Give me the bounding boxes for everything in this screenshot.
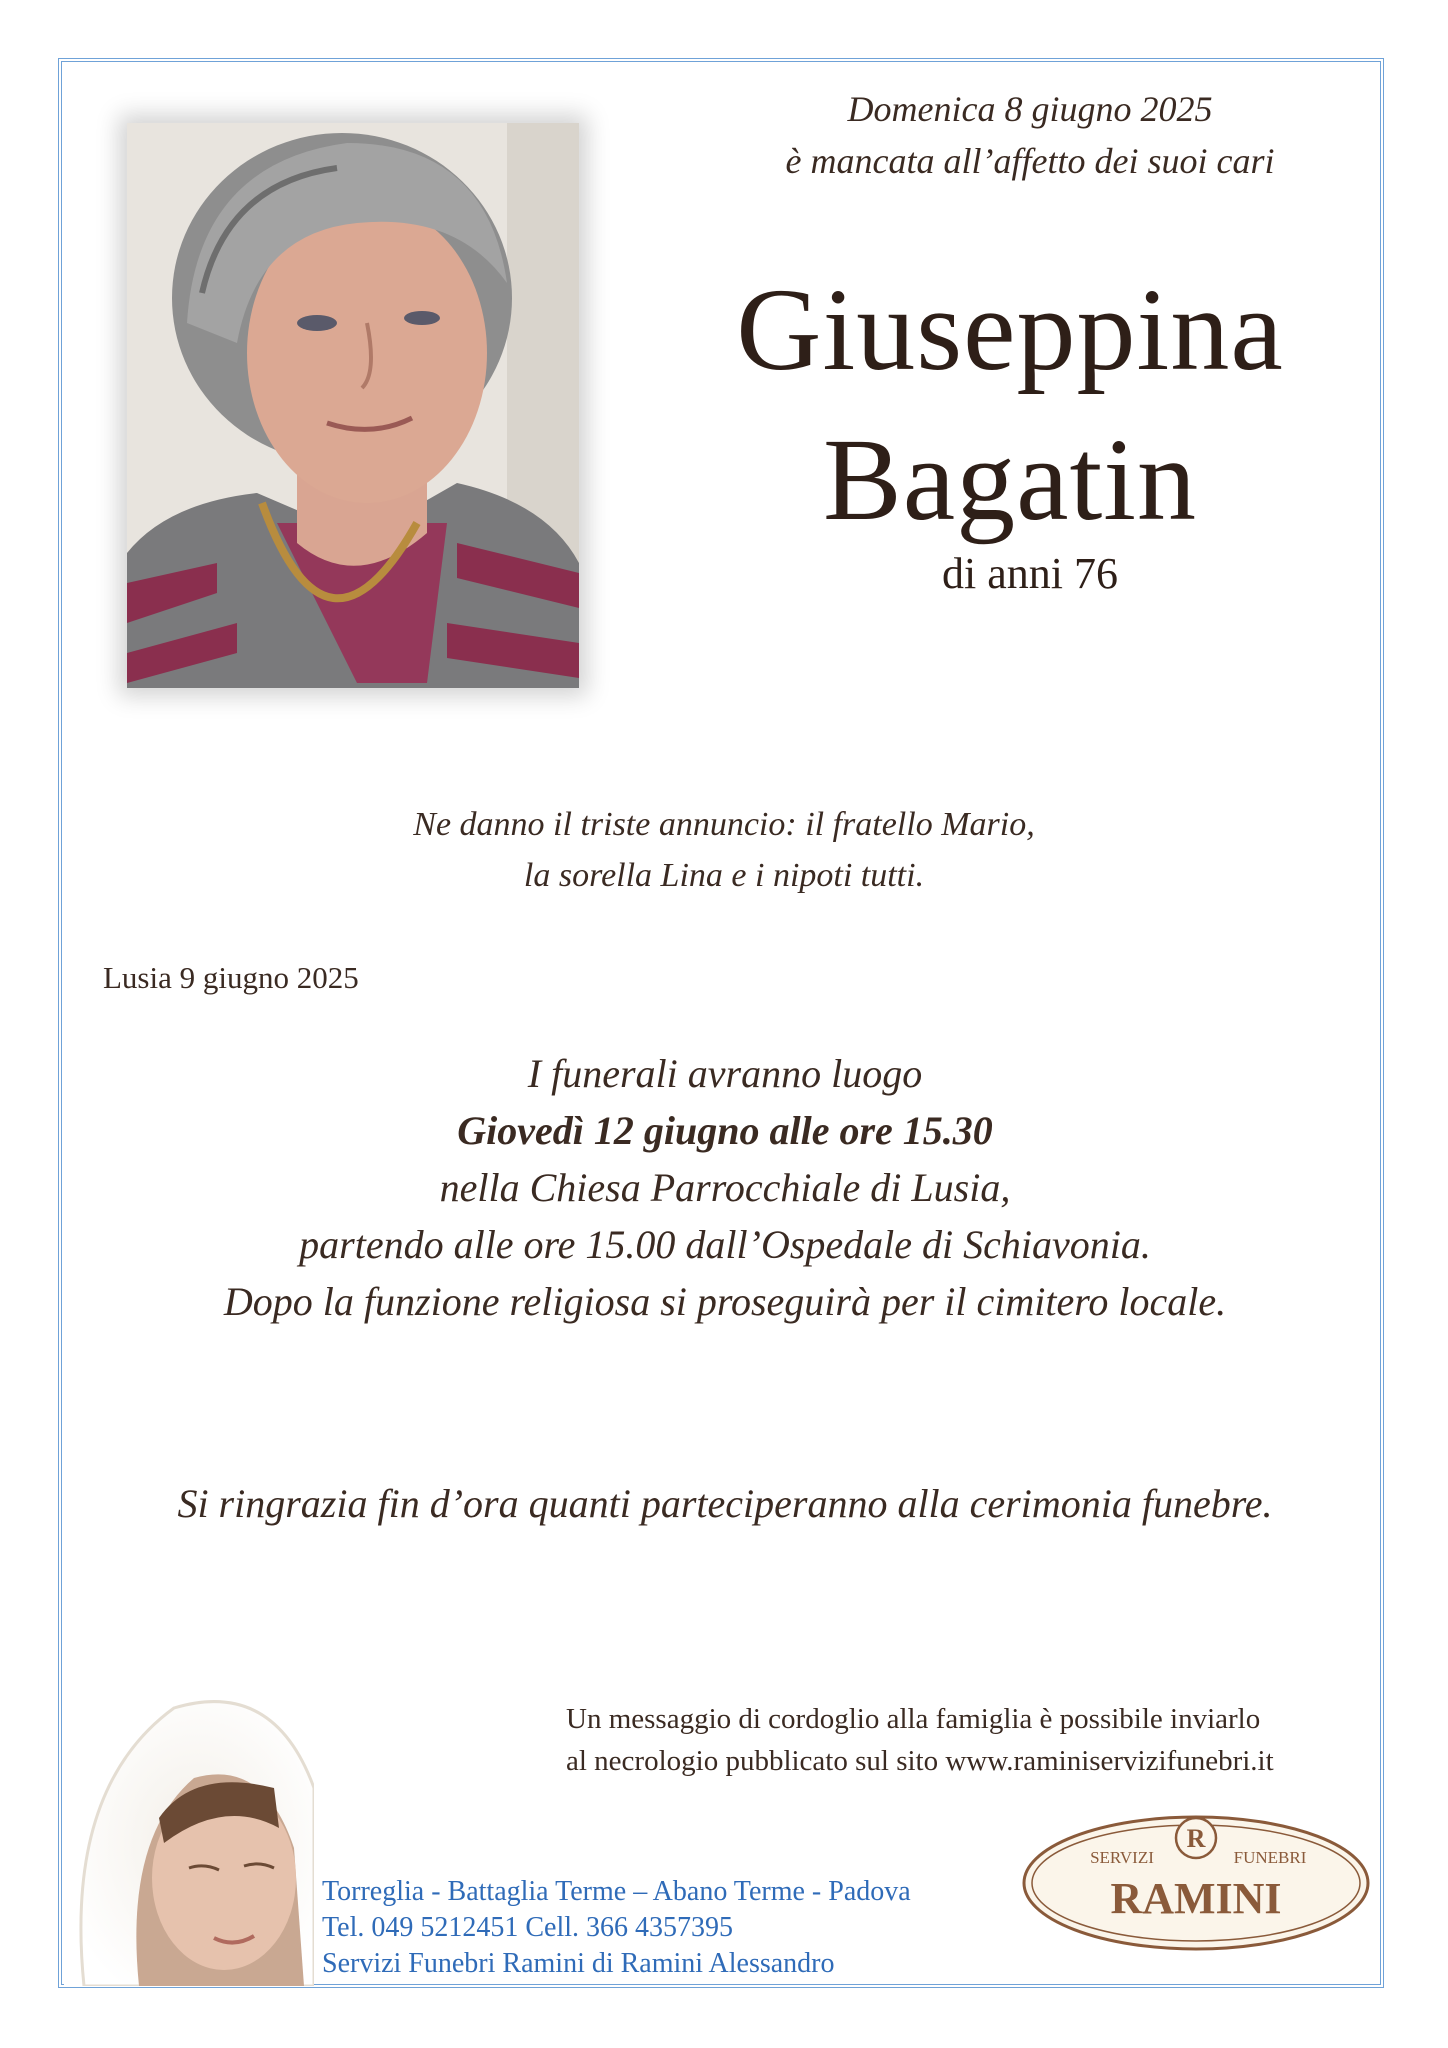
announcement-line-1: Ne danno il triste annuncio: il fratello Mario, <box>413 806 1035 843</box>
condolence-line-2: al necrologio pubblicato sul sito www.raminiservizifunebri.it <box>566 1745 1274 1777</box>
funeral-line-5: Dopo la funzione religiosa si proseguirà per il cimitero locale. <box>223 1279 1227 1324</box>
funeral-line-1: I funerali avranno luogo <box>527 1051 923 1096</box>
contact-phones: Tel. 049 5212451 Cell. 366 4357395 <box>322 1912 734 1943</box>
ramini-logo <box>1018 1808 1374 1958</box>
portrait-photo <box>127 123 579 688</box>
funeral-line-3: nella Chiesa Parrocchiale di Lusia, <box>439 1165 1011 1210</box>
logo-servizi: SERVIZI <box>1090 1848 1154 1867</box>
deceased-age: di anni 76 <box>942 549 1118 598</box>
condolence-note <box>566 1698 1274 1782</box>
death-date: Domenica 8 giugno 2025 <box>847 89 1213 129</box>
logo-initial: R <box>1186 1824 1206 1853</box>
header-subtitle: è mancata all’affetto dei suoi cari <box>785 141 1275 181</box>
logo-funebri: FUNEBRI <box>1233 1848 1307 1867</box>
madonna-image <box>64 1668 314 1986</box>
deceased-last-name: Bagatin <box>822 414 1198 545</box>
thanks-message: Si ringrazia fin d’ora quanti parteciperanno alla cerimonia funebre. <box>177 1481 1273 1526</box>
contact-locations: Torreglia - Battaglia Terme – Abano Terme - Padova <box>322 1876 911 1907</box>
announcement-line-2: la sorella Lina e i nipoti tutti. <box>523 857 925 894</box>
condolence-line-1: Un messaggio di cordoglio alla famiglia è possibile inviarlo <box>566 1703 1261 1735</box>
logo-name: RAMINI <box>1110 1874 1282 1923</box>
contact-company: Servizi Funebri Ramini di Ramini Alessandro <box>322 1948 835 1979</box>
place-date: Lusia 9 giugno 2025 <box>103 960 359 995</box>
funeral-line-4: partendo alle ore 15.00 dall’Ospedale di Schiavonia. <box>299 1222 1151 1267</box>
deceased-first-name: Giuseppina <box>736 264 1284 395</box>
funeral-date-time: Giovedì 12 giugno alle ore 15.30 <box>457 1108 993 1153</box>
